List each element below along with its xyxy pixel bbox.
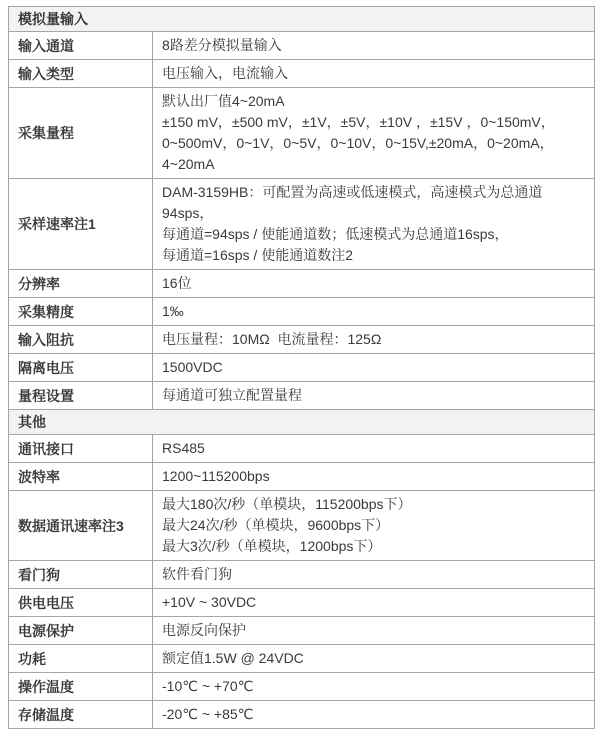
spec-label: 操作温度 <box>9 673 153 701</box>
spec-value-line: 额定值1.5W @ 24VDC <box>162 650 304 666</box>
section-title: 其他 <box>9 410 595 435</box>
spec-value <box>153 270 595 298</box>
spec-value <box>153 589 595 617</box>
spec-value-line: 默认出厂值4~20mA <box>162 93 285 109</box>
spec-label: 采样速率注1 <box>9 179 153 270</box>
spec-label: 存储温度 <box>9 701 153 729</box>
spec-value-line: 每通道=16sps / 使能通道数注2 <box>162 247 353 263</box>
spec-value <box>153 179 595 270</box>
section-header-analog-input <box>9 7 595 32</box>
spec-value <box>153 561 595 589</box>
spec-value <box>153 354 595 382</box>
spec-value-line: ±150 mV，±500 mV，±1V，±5V，±10V ，±15V ，0~150mV， <box>162 114 555 130</box>
table-row <box>9 589 595 617</box>
table-row <box>9 326 595 354</box>
spec-label: 输入类型 <box>9 60 153 88</box>
table-row <box>9 435 595 463</box>
spec-label: 看门狗 <box>9 561 153 589</box>
section-title: 模拟量输入 <box>9 7 595 32</box>
spec-label: 功耗 <box>9 645 153 673</box>
spec-label: 供电电压 <box>9 589 153 617</box>
table-row <box>9 179 595 270</box>
spec-value <box>153 491 595 561</box>
spec-value-line: 16位 <box>162 275 192 291</box>
table-row <box>9 701 595 729</box>
spec-table <box>8 6 595 729</box>
spec-label: 分辨率 <box>9 270 153 298</box>
table-row <box>9 88 595 179</box>
spec-label: 电源保护 <box>9 617 153 645</box>
spec-value <box>153 88 595 179</box>
spec-value-line: 0~500mV，0~1V，0~5V，0~10V，0~15V,±20mA，0~20mA，4~20mA <box>162 135 554 172</box>
spec-value <box>153 463 595 491</box>
spec-value-line: 软件看门狗 <box>162 566 232 582</box>
spec-value-line: 最大3次/秒（单模块，1200bps下） <box>162 538 382 554</box>
spec-value-line: -20℃ ~ +85℃ <box>162 706 254 722</box>
spec-label: 隔离电压 <box>9 354 153 382</box>
spec-value <box>153 298 595 326</box>
spec-value-line: 电压输入，电流输入 <box>162 65 288 81</box>
spec-label: 波特率 <box>9 463 153 491</box>
spec-value <box>153 32 595 60</box>
spec-value <box>153 326 595 354</box>
section-header-other <box>9 410 595 435</box>
spec-label: 输入阻抗 <box>9 326 153 354</box>
spec-value <box>153 673 595 701</box>
spec-value-line: 最大180次/秒（单模块，115200bps下） <box>162 496 412 512</box>
spec-value <box>153 382 595 410</box>
spec-value-line: -10℃ ~ +70℃ <box>162 678 254 694</box>
table-row <box>9 617 595 645</box>
spec-label: 通讯接口 <box>9 435 153 463</box>
table-row <box>9 60 595 88</box>
table-row <box>9 463 595 491</box>
spec-value-line: RS485 <box>162 440 205 456</box>
spec-value-line: 电压量程：10MΩ 电流量程：125Ω <box>162 331 382 347</box>
spec-value <box>153 617 595 645</box>
table-row <box>9 491 595 561</box>
spec-value-line: 电源反向保护 <box>162 622 246 638</box>
spec-label: 量程设置 <box>9 382 153 410</box>
spec-value-line: 1500VDC <box>162 359 223 375</box>
table-row <box>9 645 595 673</box>
spec-value-line: DAM-3159HB：可配置为高速或低速模式，高速模式为总通道94sps， <box>162 184 543 221</box>
table-row <box>9 270 595 298</box>
spec-value-line: 每通道可独立配置量程 <box>162 387 302 403</box>
spec-value-line: 8路差分模拟量输入 <box>162 37 282 53</box>
spec-value-line: 1200~115200bps <box>162 468 270 484</box>
spec-value-line: +10V ~ 30VDC <box>162 594 257 610</box>
spec-value-line: 每通道=94sps / 使能通道数；低速模式为总通道16sps， <box>162 226 509 242</box>
spec-value-line: 最大24次/秒（单模块，9600bps下） <box>162 517 390 533</box>
spec-label: 采集量程 <box>9 88 153 179</box>
table-row <box>9 673 595 701</box>
table-row <box>9 561 595 589</box>
spec-value <box>153 701 595 729</box>
spec-value <box>153 435 595 463</box>
spec-label: 采集精度 <box>9 298 153 326</box>
spec-label: 数据通讯速率注3 <box>9 491 153 561</box>
spec-value-line: 1‰ <box>162 303 184 319</box>
table-row <box>9 354 595 382</box>
table-row <box>9 298 595 326</box>
table-row <box>9 382 595 410</box>
spec-value <box>153 60 595 88</box>
table-row <box>9 32 595 60</box>
spec-value <box>153 645 595 673</box>
spec-label: 输入通道 <box>9 32 153 60</box>
